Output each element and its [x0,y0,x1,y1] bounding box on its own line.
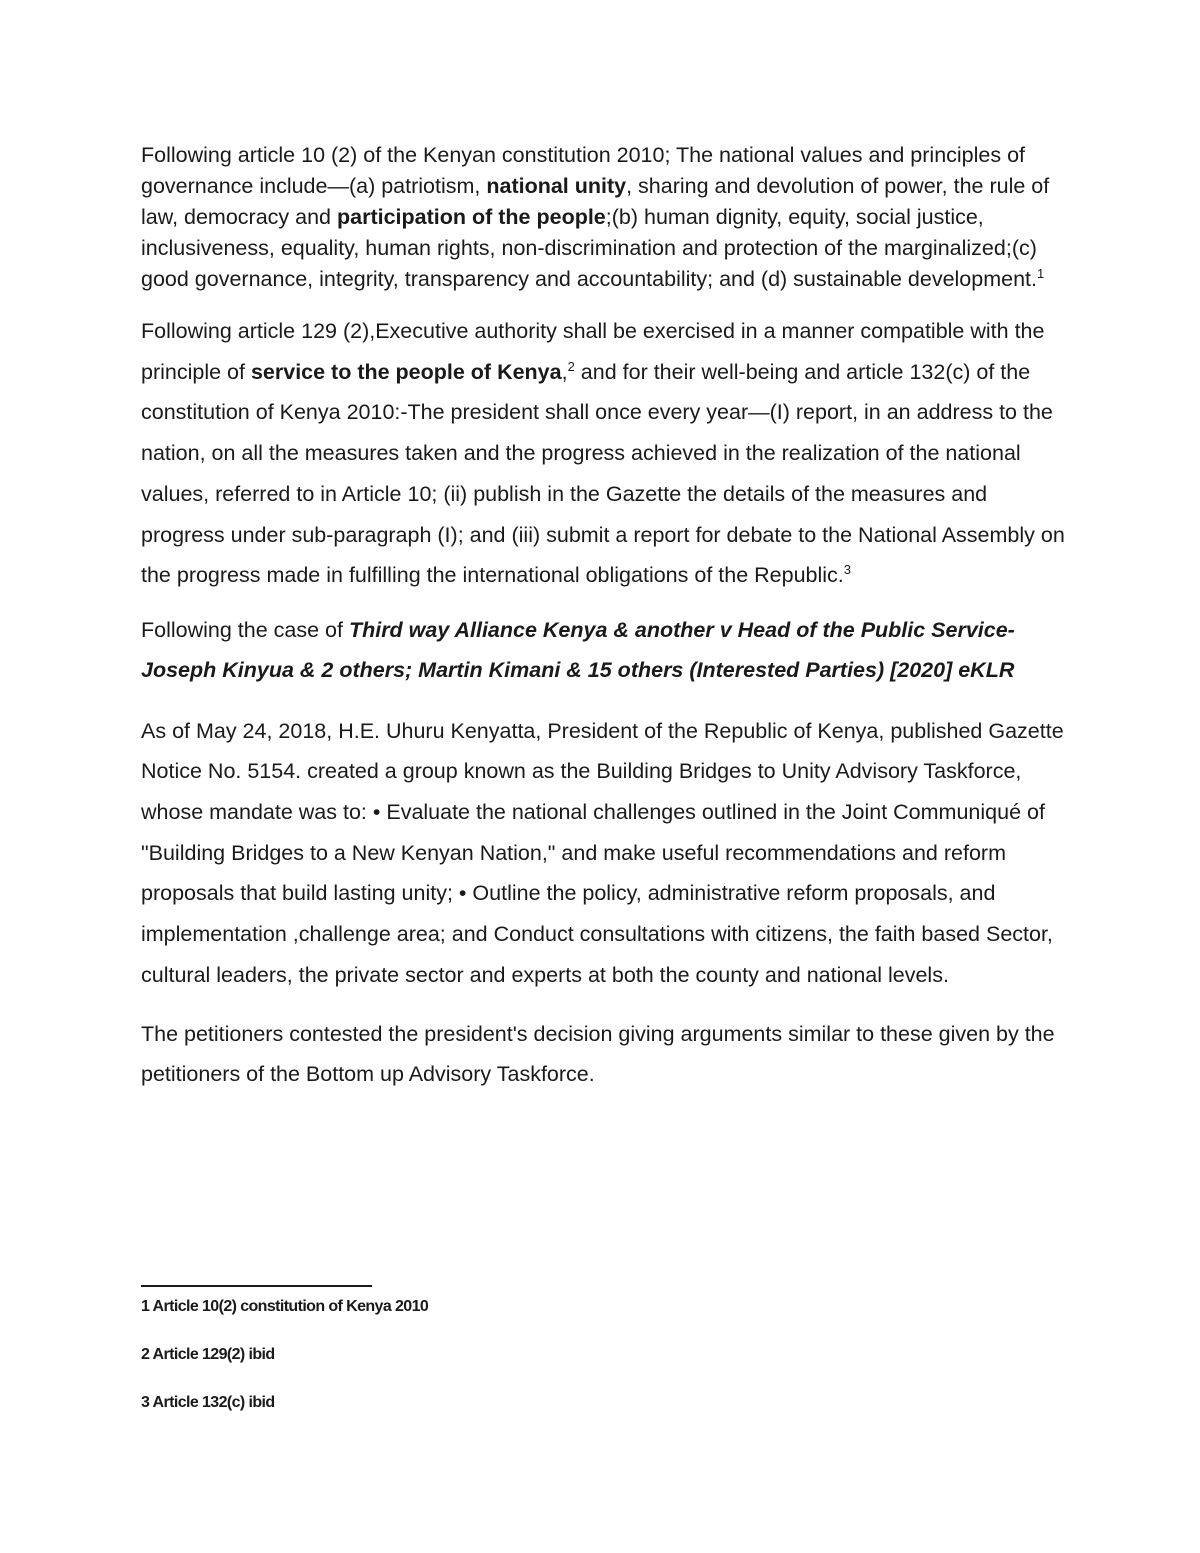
footnotes [141,1296,428,1440]
paragraph-taskforce: As of May 24, 2018, H.E. Uhuru Kenyatta, President of the Republic of Kenya, published Gazette Notice No. 5154. created a group known as the Building Bridges to Unity Advisory Taskforce, whose mandate was to: • Evaluate the national challenges outlined in the Joint Communiqué of "Building Bridges to a New Kenyan Nation," and make useful recommendations and reform proposals that build lasting unity; • Outline the policy, administrative reform proposals, and implementation ,challenge area; and Conduct consultations with citizens, the faith based Sector, cultural leaders, the private sector and experts at both the county and national levels. [141,718,1064,987]
footnote-separator [141,1285,372,1287]
paragraph-text: , sharing and devolution of power, the rule of law, democracy and [141,174,1050,229]
paragraph-text: Following the case of [141,617,349,642]
bold-phrase: participation of the people [337,205,606,229]
footnote-reference: 2 [567,358,575,374]
case-title: Third way Alliance Kenya & another v Head of the Public Service-Joseph Kinyua & 2 others; Martin Kimani & 15 others (Interested Parties) [2020] eKLR [141,617,1015,683]
document-body [141,140,1071,1094]
bold-phrase: service to the people of Kenya [250,359,562,384]
paragraph-text: Following article 10 (2) of the Kenyan constitution 2010; The national values and principles of governance include—(a) patriotism, [141,143,1026,198]
footnote-3: 3 Article 132(c) ibid [141,1394,275,1411]
paragraph-text: Following article 129 (2),Executive authority shall be exercised in a manner compatible with the principle of [141,319,1045,384]
footnote-1: 1 Article 10(2) constitution of Kenya 2010 [141,1298,429,1315]
footnote-reference: 3 [843,562,851,578]
paragraph-case-citation [141,610,1071,691]
footnote-reference: 1 [1037,266,1045,281]
paragraph-article-129 [141,311,1071,596]
bold-phrase: national unity [486,174,627,198]
paragraph-petitioners: The petitioners contested the president's decision giving arguments similar to these given by the petitioners of the Bottom up Advisory Taskforce. [141,1022,1055,1087]
paragraph-text: , [561,359,568,384]
paragraph-article-10 [141,140,1071,295]
paragraph-text: ;(b) human dignity, equity, social justice, inclusiveness, equality, human rights, non-discrimination and protection of the marginalized;(c) good governance, integrity, transparency and accountability; and (d) sustainable development. [141,205,1037,291]
paragraph-text: and for their well-being and article 132(c) of the constitution of Kenya 2010:-The president shall once every year—(I) report, in an address to the nation, on all the measures taken and the progress achieved in the realization of the national values, referred to in Article 10; (ii) publish in the Gazette the details of the measures and progress under sub-paragraph (I); and (iii) submit a report for debate to the National Assembly on the progress made in fulfilling the international obligations of the Republic. [141,359,1065,588]
footnote-2: 2 Article 129(2) ibid [141,1346,275,1363]
